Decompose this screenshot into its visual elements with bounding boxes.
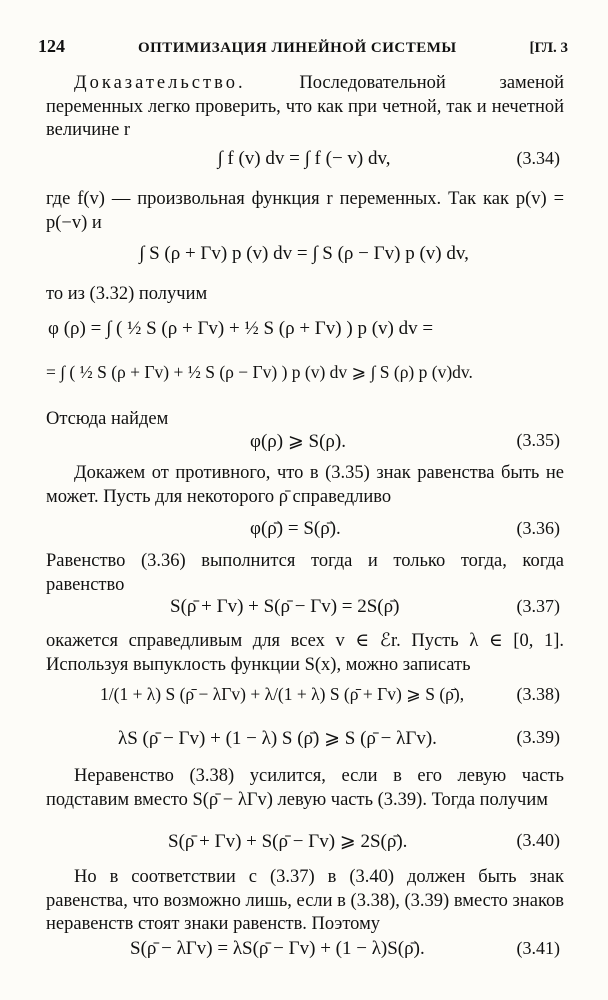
equation-number: (3.38) — [516, 684, 560, 704]
equation-3-41 — [40, 938, 568, 968]
equation-number: (3.41) — [516, 938, 560, 958]
page-number: 124 — [38, 36, 65, 56]
equation-formula: S(ρ̄ − λΓv) = λS(ρ̄ − Γv) + (1 − λ)S(ρ̄). — [130, 938, 425, 959]
equation-number: (3.40) — [516, 830, 560, 850]
equation-number: (3.37) — [516, 596, 560, 616]
equation-formula: φ (ρ) = ∫ ( ½ S (ρ + Γv) + ½ S (ρ + Γv) ) p (v) dv = — [48, 318, 434, 339]
paragraph-but: Но в соответствии с (3.37) в (3.40) должен быть знак равенства, что возможно лишь, если в (3.38), (3.39) вместо знаков неравенств стоят знаки равенств. Поэтому — [46, 867, 564, 934]
equation-3-34 — [40, 148, 568, 178]
paragraph-contradiction: Докажем от противного, что в (3.35) знак равенства быть не может. Пусть для некоторого ρ̄ справедливо — [46, 463, 564, 507]
paragraph-inequality: Неравенство (3.38) усилится, если в его левую часть подставим вместо S(ρ̄ − λΓv) левую часть (3.39). Тогда получим — [46, 766, 564, 810]
equation-formula: S(ρ̄ + Γv) + S(ρ̄ − Γv) ⩾ 2S(ρ̄). — [168, 831, 408, 852]
paragraph-equality: Равенство (3.36) выполнится тогда и только тогда, когда равенство — [46, 551, 564, 595]
equation-3-35 — [40, 430, 568, 460]
proof-intro-text: Последовательной заменой переменных легко проверить, что как при четной, так и нечетной величине r — [46, 73, 565, 140]
equation-3-37 — [40, 596, 568, 626]
proof-lead: Доказательство. — [74, 73, 246, 93]
equation-number: (3.39) — [516, 727, 560, 747]
equation-number: (3.36) — [516, 518, 560, 538]
equation-formula: λS (ρ̄ − Γv) + (1 − λ) S (ρ̄) ⩾ S (ρ̄ − λΓv). — [118, 728, 437, 749]
equation-formula: 1/(1 + λ) S (ρ̄ − λΓv) + λ/(1 + λ) S (ρ̄ + Γv) ⩾ S (ρ̄), — [100, 684, 465, 704]
equation-formula: ∫ S (ρ + Γv) p (v) dv = ∫ S (ρ − Γv) p (v) dv, — [139, 243, 469, 264]
page-header — [38, 36, 568, 57]
equation-formula: φ(ρ̄) = S(ρ̄). — [250, 518, 341, 539]
paragraph-from: то из (3.32) получим — [46, 284, 208, 304]
equation-number: (3.34) — [516, 148, 560, 168]
equation-formula: S(ρ̄ + Γv) + S(ρ̄ − Γv) = 2S(ρ̄) — [170, 596, 400, 617]
proof-intro-paragraph — [46, 72, 564, 143]
equation-3-38 — [40, 684, 568, 714]
paragraph-valid: окажется справедливым для всех v ∈ ℰr. Пусть λ ∈ [0, 1]. Используя выпуклость функции S(x), можно записать — [46, 631, 564, 675]
equation-formula: ∫ f (v) dv = ∫ f (− v) dv, — [217, 148, 391, 169]
equation-3-40 — [40, 830, 568, 860]
equation-3-36 — [40, 518, 568, 548]
paragraph-hence: Отсюда найдем — [46, 409, 169, 429]
equation-3-39 — [40, 727, 568, 757]
paragraph-where: где f(v) — произвольная функция r переменных. Так как p(v) = p(−v) и — [46, 189, 564, 233]
equation-formula: φ(ρ) ⩾ S(ρ). — [250, 431, 346, 452]
running-title: ОПТИМИЗАЦИЯ ЛИНЕЙНОЙ СИСТЕМЫ — [137, 40, 457, 56]
equation-formula: = ∫ ( ½ S (ρ + Γv) + ½ S (ρ − Γv) ) p (v) dv ⩾ ∫ S (ρ) p (v)dv. — [46, 362, 473, 382]
equation-phi-line-1 — [40, 318, 568, 348]
equation-symmetry — [40, 243, 568, 273]
equation-phi-line-2 — [40, 362, 568, 392]
chapter-label: [ГЛ. 3 — [529, 40, 568, 56]
equation-number: (3.35) — [516, 430, 560, 450]
